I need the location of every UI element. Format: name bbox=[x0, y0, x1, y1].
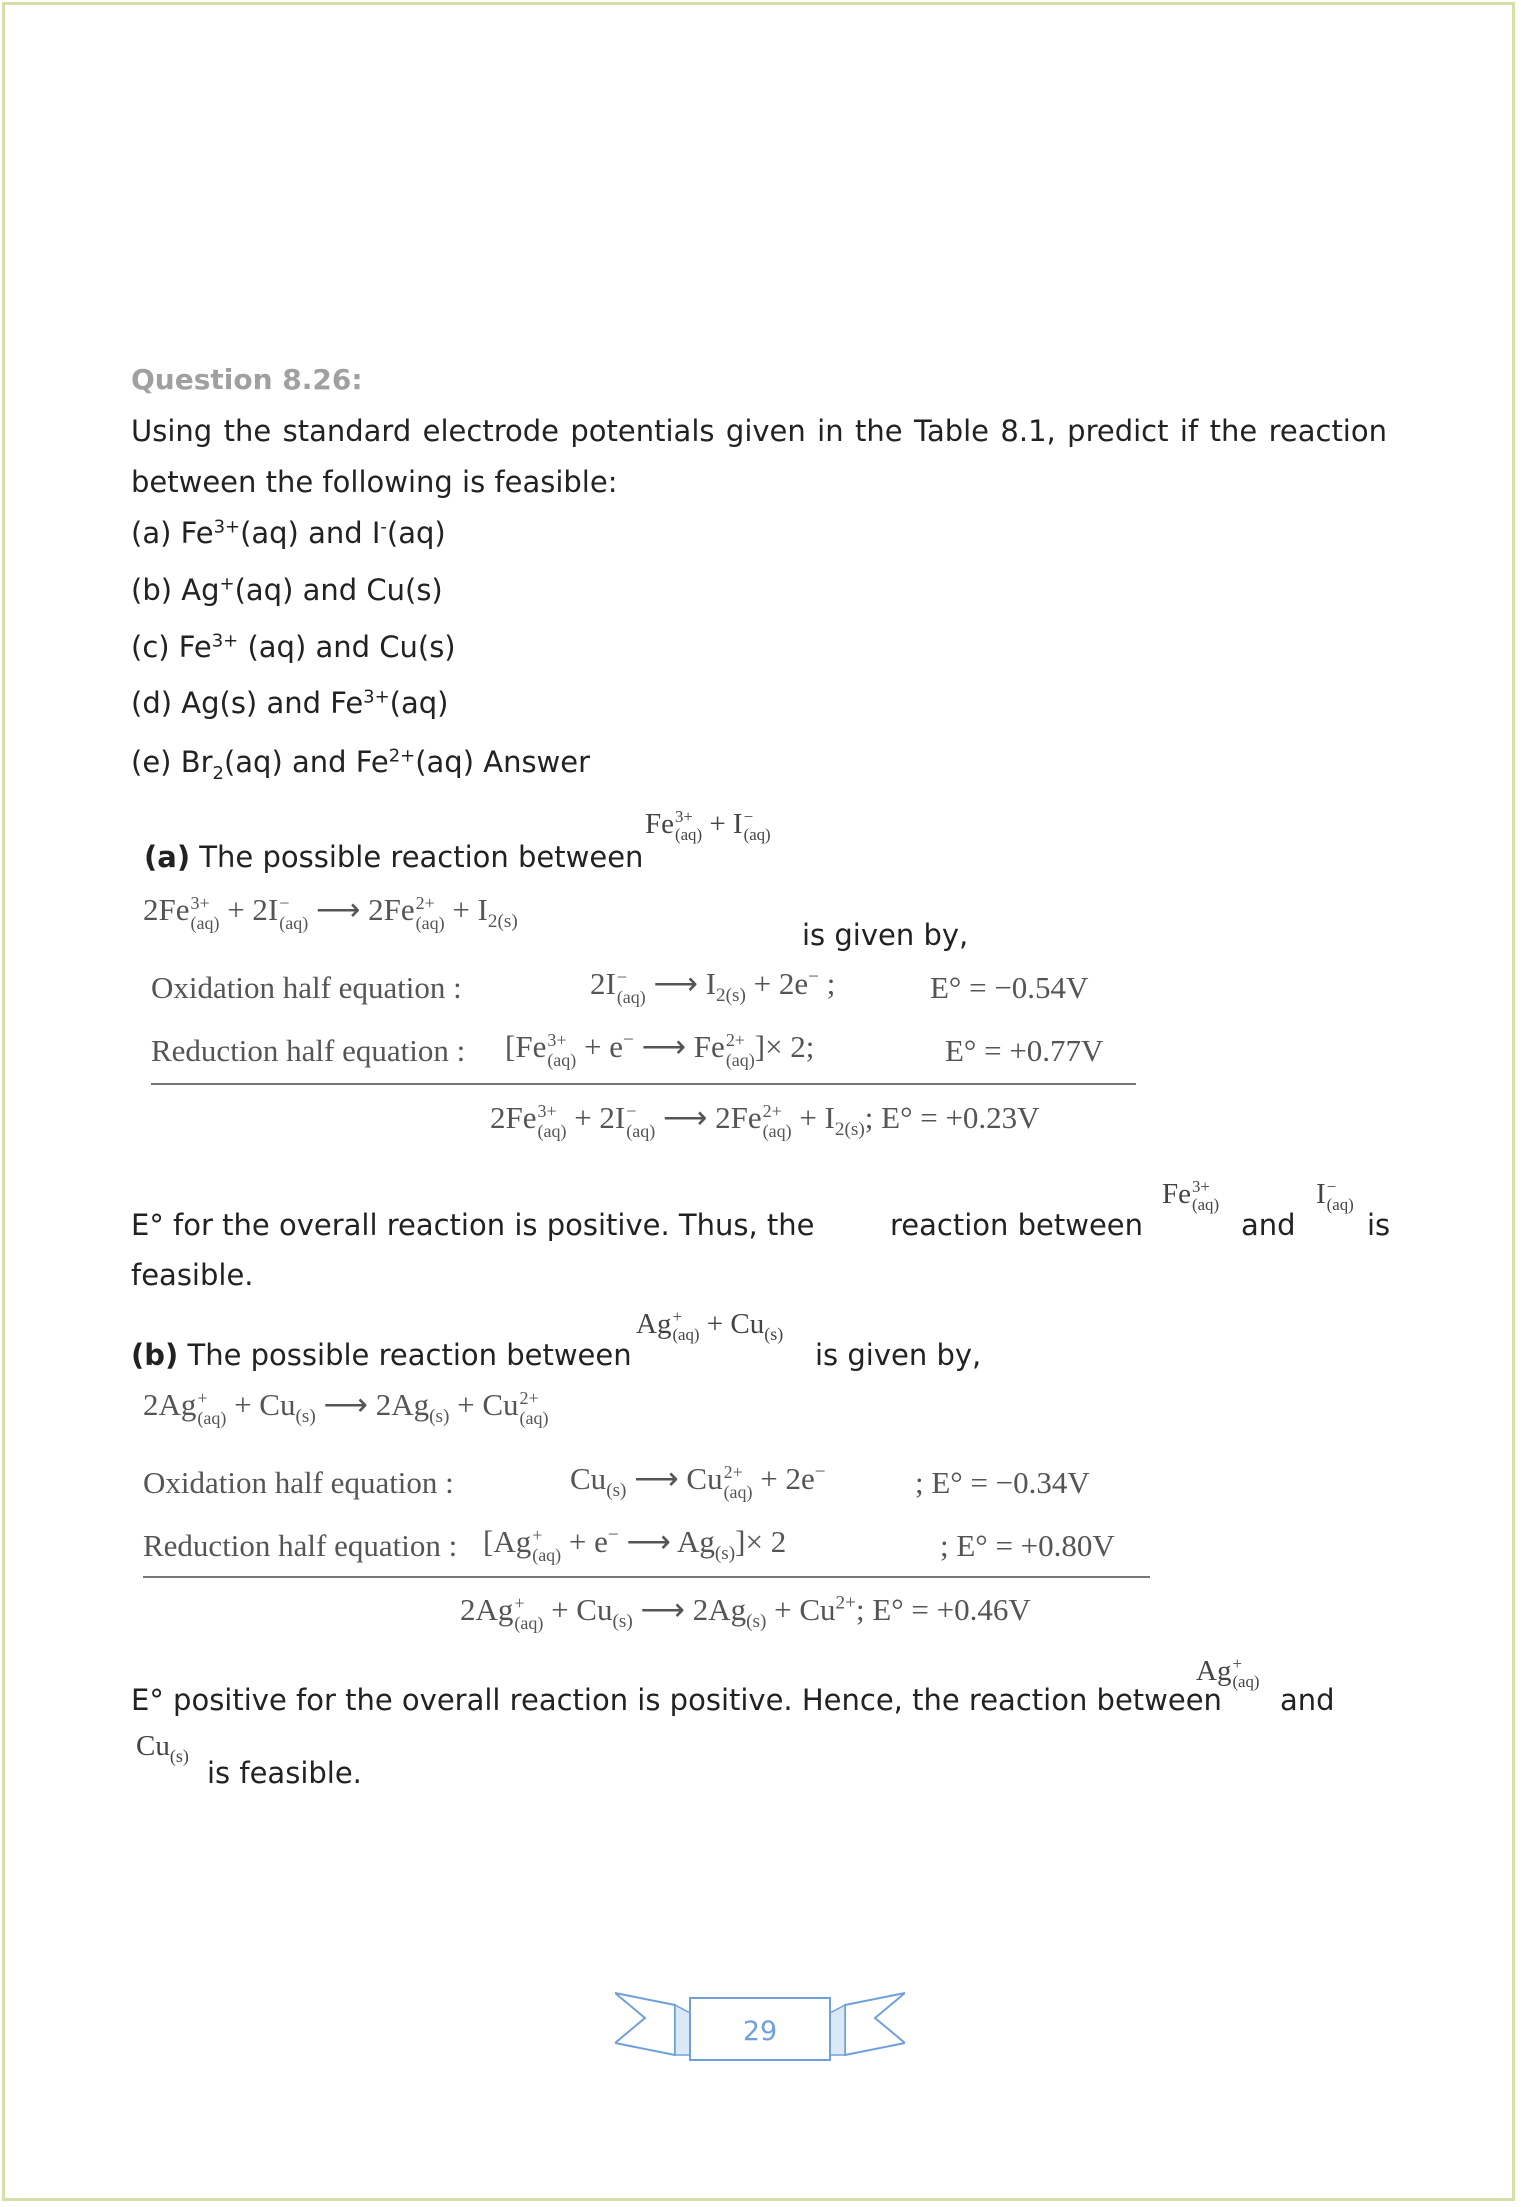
part-a-conclusion-is: is bbox=[1367, 1208, 1391, 1242]
part-a-intro: (a) The possible reaction between bbox=[144, 840, 644, 874]
part-a-conclusion-2: reaction between bbox=[890, 1208, 1144, 1242]
part-b-given-by: is given by, bbox=[815, 1338, 982, 1372]
part-a-i-formula: I − (aq) bbox=[1316, 1176, 1354, 1215]
question-line-1: Using the standard electrode potentials given in the Table 8.1, predict if the reaction bbox=[131, 414, 1387, 448]
part-a-conclusion-3: feasible. bbox=[131, 1258, 254, 1292]
question-line-2: between the following is feasible: bbox=[131, 465, 618, 499]
page-number: 29 bbox=[742, 2016, 778, 2047]
part-a-conclusion-1: E° for the overall reaction is positive. Thus, the bbox=[131, 1208, 815, 1242]
part-a-oxidation-potential: E° = −0.54V bbox=[930, 970, 1089, 1005]
part-b-intro: (b) The possible reaction between bbox=[131, 1338, 632, 1372]
part-b-reactants-formula: Ag + (aq) + $Cu_{(s)}$ bbox=[636, 1306, 784, 1345]
option-a: (a) $Fe^{3+}(aq)$ and I-(aq) bbox=[131, 516, 446, 550]
part-a-reaction-formula: 2Fe 3+ (aq) + 2I − (aq) ⟶ 2Fe 2+ (aq) + $I_{2(s)}$ bbox=[143, 892, 518, 933]
part-b-reduction-equation: [Ag + (aq) + e− ⟶ $Ag_{(s)}]\times 2$ bbox=[483, 1524, 787, 1565]
part-b-conclusion-1: E° positive for the overall reaction is positive. Hence, the reaction between bbox=[131, 1683, 1222, 1717]
part-b-reduction-label: Reduction half equation : bbox=[143, 1528, 458, 1563]
part-a-reduction-potential: E° = +0.77V bbox=[945, 1033, 1104, 1068]
part-b-divider bbox=[143, 1576, 1150, 1578]
question-title: Question 8.26: bbox=[131, 363, 363, 396]
part-b-oxidation-equation: $Cu_{(s)}$ ⟶ Cu 2+ (aq) + 2e− bbox=[570, 1461, 826, 1502]
part-a-reduction-label: Reduction half equation : bbox=[151, 1033, 466, 1068]
part-a-given-by: is given by, bbox=[802, 918, 969, 952]
part-a-oxidation-equation: 2I − (aq) ⟶ $I_{2(s)} + 2e^-$ ; bbox=[590, 966, 836, 1007]
part-a-fe-formula: Fe 3+ (aq) bbox=[1162, 1176, 1220, 1215]
part-a-divider bbox=[151, 1083, 1136, 1085]
part-b-reaction-formula: 2Ag + (aq) + $Cu_{(s)}$ ⟶ $2Ag_{(s)} + Cu$ 2+ (aq) bbox=[143, 1387, 549, 1428]
part-b-cu-formula: $Cu_{(s)}$ bbox=[136, 1730, 189, 1766]
option-d: (d) Ag(s) and $Fe^{3+}(aq)$ bbox=[131, 686, 449, 720]
part-b-overall-equation: 2Ag + (aq) + $Cu_{(s)}$ ⟶ $2Ag_{(s)} + Cu^{2+}$; E° = +0.46V bbox=[460, 1592, 1031, 1633]
part-a-conclusion-and: and bbox=[1241, 1208, 1296, 1242]
option-e: (e) $Br_2(aq)$ and $Fe^{2+}(aq)$ Answer bbox=[131, 745, 591, 784]
part-a-reduction-equation: [Fe 3+ (aq) + e− ⟶ Fe 2+ (aq) ]× 2; bbox=[505, 1029, 815, 1070]
part-a-overall-equation: 2Fe 3+ (aq) + 2I − (aq) ⟶ 2Fe 2+ (aq) + $I_{2(s)}$; E° = +0.23V bbox=[490, 1100, 1040, 1141]
part-b-reduction-potential: ; E° = +0.80V bbox=[940, 1528, 1115, 1563]
part-a-oxidation-label: Oxidation half equation : bbox=[151, 970, 462, 1005]
part-a-reactants-formula: Fe 3+ (aq) + I − (aq) bbox=[645, 806, 771, 845]
part-b-ag-formula: Ag + (aq) bbox=[1196, 1653, 1260, 1692]
part-b-oxidation-label: Oxidation half equation : bbox=[143, 1465, 454, 1500]
part-b-oxidation-potential: ; E° = −0.34V bbox=[915, 1465, 1090, 1500]
option-b: (b) Ag+(aq) and Cu(s) bbox=[131, 573, 443, 607]
part-b-conclusion-and: and bbox=[1280, 1683, 1335, 1717]
part-b-conclusion-2: is feasible. bbox=[207, 1756, 362, 1790]
option-c: (c) $Fe^{3+}$ (aq) and Cu(s) bbox=[131, 630, 456, 664]
